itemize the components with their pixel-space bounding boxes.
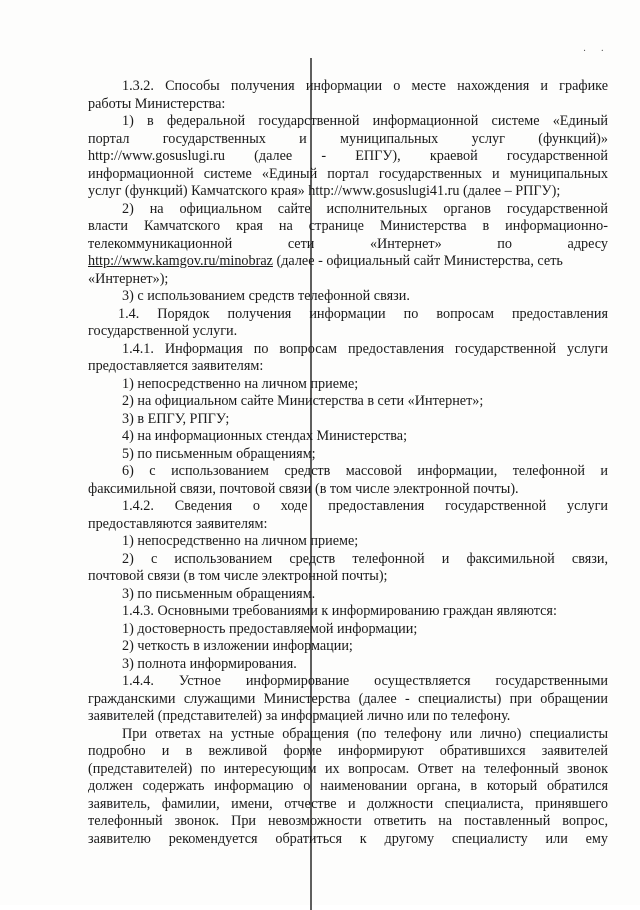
text-line: 4) на информационных стендах Министерства;: [122, 428, 408, 444]
text-line: должен содержать информацию о наименовании органа, в который обратился: [88, 778, 608, 794]
text-line: 2) с использованием средств телефонной и факсимильной связи,: [122, 550, 608, 567]
text-line: почтовой связи (в том числе электронной почты);: [88, 568, 388, 584]
text-line: портал государственных и муниципальных услуг (функций)»: [88, 130, 608, 147]
text-line: 3) с использованием средств телефонной связи.: [122, 288, 410, 304]
text-line: 1) достоверность предоставляемой информации;: [122, 620, 418, 637]
text-line: предоставляется заявителям:: [88, 358, 264, 374]
text-line: 1.4.3. Основными требованиями к информированию граждан являются:: [122, 603, 557, 619]
text-line: 1) непосредственно на личном приеме;: [122, 375, 359, 392]
text-line: 2) на официальном сайте Министерства в сети «Интернет»;: [122, 393, 484, 409]
text-line: «Интернет»);: [88, 270, 169, 287]
text-line: 1.4.2. Сведения о ходе предоставления государственной услуги: [122, 498, 608, 514]
text-line: факсимильной связи, почтовой связи (в том числе электронной почты).: [88, 480, 519, 497]
text-line: услуг (функций) Камчатского края» http://www.gosuslugi41.ru (далее – РПГУ);: [88, 183, 561, 199]
text-line: заявитель, фамилии, имени, отчестве и должности специалиста, принявшего: [88, 795, 608, 812]
text-line: предоставляются заявителям:: [88, 515, 268, 532]
document-body: [88, 78, 608, 848]
kamgov-link[interactable]: http://www.kamgov.ru/minobraz: [88, 253, 273, 269]
text-line: 3) полнота информирования.: [122, 655, 297, 672]
text-line: гражданскими служащими Министерства (далее - специалисты) при обращении: [88, 690, 608, 707]
text-line: 1) в федеральной государственной информационной системе «Единый: [122, 113, 608, 129]
text-line: (представителей) по интересующим их вопросам. Ответ на телефонный звонок: [88, 760, 608, 777]
text-line: 2) четкость в изложении информации;: [122, 638, 353, 654]
text-line: власти Камчатского края на странице Министерства в информационно-: [88, 218, 608, 234]
text-line: 1.3.2. Способы получения информации о месте нахождения и графике: [122, 78, 608, 94]
text-line: http://www.gosuslugi.ru (далее - ЕПГУ), краевой государственной: [88, 148, 608, 164]
text-line: заявителю рекомендуется обратиться к другому специалисту или ему: [88, 830, 608, 847]
text-line: 3) по письменным обращениям.: [122, 585, 316, 602]
text-line: 3) в ЕПГУ, РПГУ;: [122, 410, 230, 427]
text-line: 5) по письменным обращениям;: [122, 445, 316, 462]
text-line: государственной услуги.: [88, 323, 238, 339]
text-line: телефонный звонок. При невозможности ответить на поставленный вопрос,: [88, 813, 608, 829]
link-trailing-text: (далее - официальный сайт Министерства, сеть: [272, 253, 563, 269]
text-line: 1.4.1. Информация по вопросам предоставления государственной услуги: [122, 340, 608, 357]
text-line: телекоммуникационной сети «Интернет» по адресу: [88, 235, 608, 252]
text-line: 2) на официальном сайте исполнительных органов государственной: [122, 200, 608, 217]
corner-mark: · ·: [582, 46, 610, 57]
text-line: подробно и в вежливой форме информируют обратившихся заявителей: [88, 743, 608, 759]
text-line: информационной системе «Единый портал государственных и муниципальных: [88, 165, 608, 182]
text-line: 6) с использованием средств массовой информации, телефонной и: [122, 463, 608, 479]
text-line: 1.4. Порядок получения информации по вопросам предоставления: [118, 305, 608, 322]
text-line: работы Министерства:: [88, 95, 226, 112]
text-line: 1) непосредственно на личном приеме;: [122, 533, 359, 549]
text-line: [88, 253, 608, 271]
text-line: При ответах на устные обращения (по телефону или лично) специалисты: [122, 725, 608, 742]
text-line: заявителей (представителей) за информацией лично или по телефону.: [88, 708, 511, 724]
text-line: 1.4.4. Устное информирование осуществляется государственными: [122, 673, 608, 689]
